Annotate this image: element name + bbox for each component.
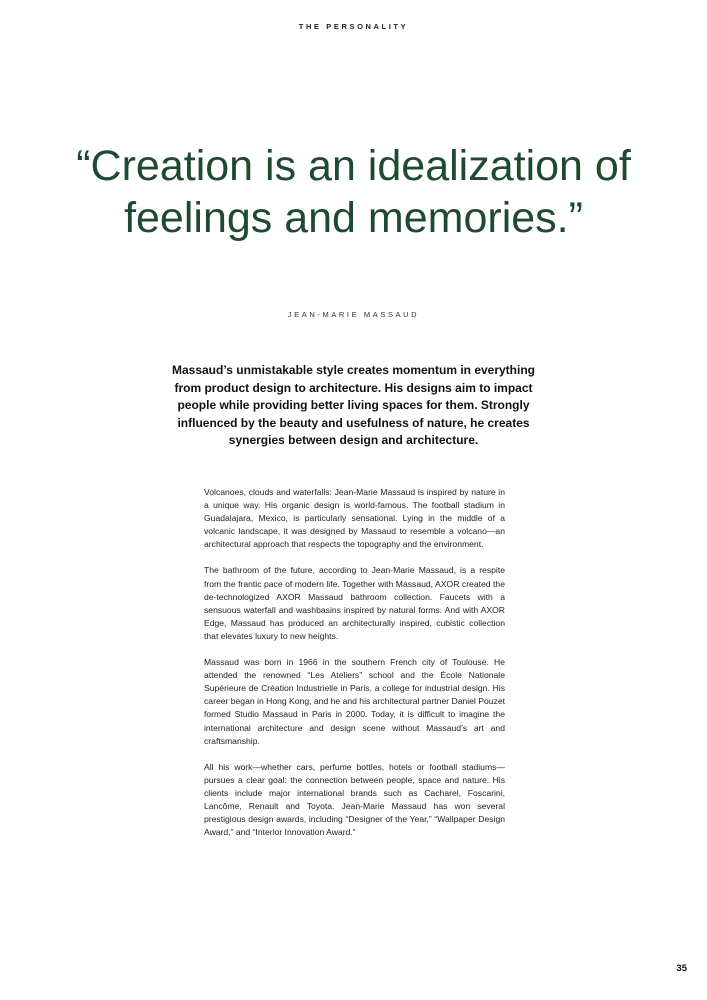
body-paragraph: Massaud was born in 1966 in the southern French city of Toulouse. He attended the renowned “Les Ateliers” school and the École Nationale Supérieure de Création Industrielle in Paris, a college for industrial design. His career began in Hong Kong, and he and his architectural partner Daniel Pouzet formed Studio Massaud in Paris in 2000. Today, it is difficult to imagine the international architecture and design scene without Massaud’s art and craftsmanship. (204, 657, 505, 746)
body-text (204, 486, 505, 852)
quote-author: JEAN-MARIE MASSAUD (287, 310, 420, 319)
pull-quote: “Creation is an idealization of feelings and memories.” (76, 142, 631, 242)
page-number: 35 (676, 963, 687, 974)
lead-paragraph: Massaud’s unmistakable style creates momentum in everything from product design to architecture. His designs aim to impact people while providing better living spaces for them. Strongly influenced by the beauty and usefulness of nature, he creates synergies between design and architecture. (171, 363, 536, 447)
body-paragraph: All his work—whether cars, perfume bottles, hotels or football stadiums—pursues a clear goal: the connection between people, space and nature. His clients include major international brands such as Cacharel, Foscarini, Lancôme, Renault and Toyota. Jean-Marie Massaud has won several prestigious design awards, including “Designer of the Year,” “Wallpaper Design Award,” and “Interior Innovation Award.” (204, 761, 505, 838)
body-paragraph: The bathroom of the future, according to Jean-Marie Massaud, is a respite from the frantic pace of modern life. Together with Massaud, AXOR created the de-technologized AXOR Massaud bathroom collection. Faucets with a sensuous waterfall and washbasins inspired by natural forms. And with AXOR Edge, Massaud has produced an architecturally inspired, cubistic collection that elevates luxury to new heights. (204, 565, 505, 641)
body-paragraph: Volcanoes, clouds and waterfalls: Jean-Marie Massaud is inspired by nature in a unique way. His organic design is world-famous. The football stadium in Guadalajara, Mexico, is particularly sensational. Lying in the middle of a volcanic landscape, it was designed by Massaud to resemble a volcano—an architectural approach that respects the topography and the environment. (204, 487, 505, 550)
section-label: THE PERSONALITY (298, 22, 409, 31)
